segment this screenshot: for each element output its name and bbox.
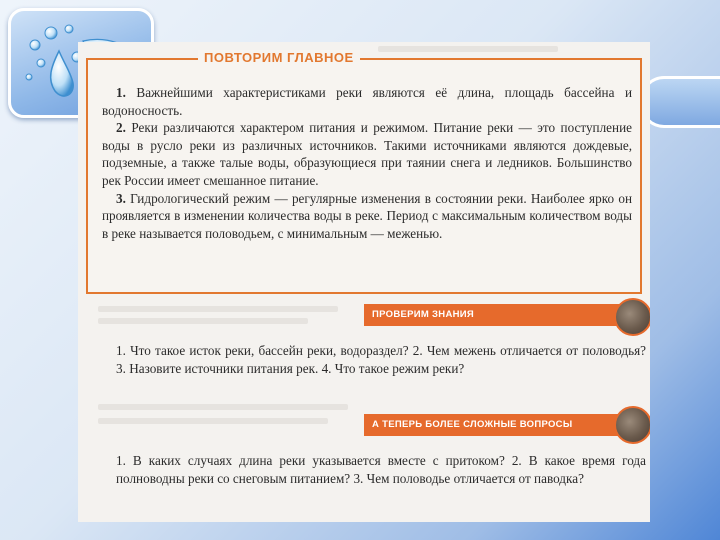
faded-text — [378, 46, 558, 52]
faded-text — [98, 418, 328, 424]
summary-item-1 — [102, 84, 632, 119]
decorative-tab — [640, 76, 720, 128]
item-number: 3. — [116, 190, 126, 206]
harder-questions-banner: А ТЕПЕРЬ БОЛЕЕ СЛОЖНЫЕ ВОПРОСЫ — [364, 414, 634, 436]
faded-text — [98, 404, 348, 410]
harder-questions: 1. В каких случаях длина реки указывается вместе с притоком? 2. В какое время года полноводны реки со снеговым питанием? 3. Чем половодье отличается от паводка? — [116, 453, 646, 486]
summary-item-2 — [102, 119, 632, 189]
summary-box — [86, 50, 642, 294]
item-number: 1. — [116, 85, 126, 100]
check-knowledge-banner: ПРОВЕРИМ ЗНАНИЯ — [364, 304, 634, 326]
item-text: Реки различаются характером питания и режимом. Питание реки — это поступление воды в русло реки из различных источников. Такими источниками являются дождевые, подземные, а также талые воды, образующиеся при таянии снега и ледников. Большинство рек России имеет смешанное питание. — [102, 120, 632, 188]
item-text: Важнейшими характеристиками реки являются её длина, площадь бассейна и водоносность. — [102, 85, 632, 118]
check-questions: 1. Что такое исток реки, бассейн реки, водораздел? 2. Чем межень отличается от половодья? 3. Назовите источники питания рек. 4. Что такое режим реки? — [116, 343, 646, 376]
gears-icon — [614, 406, 650, 444]
item-number: 2. — [116, 120, 126, 136]
item-text: Гидрологический режим — регулярные изменения в состоянии реки. Наиболее ярко он проявляется в изменении количества воды в реке. Период с максимальным количеством воды в реке называется половодьем, с минимальным — меженью. — [102, 190, 632, 241]
textbook-page — [78, 42, 650, 522]
summary-title: ПОВТОРИМ ГЛАВНОЕ — [198, 50, 360, 65]
tools-icon — [614, 298, 650, 336]
faded-text — [98, 318, 308, 324]
faded-text — [98, 306, 338, 312]
summary-item-3 — [102, 190, 632, 243]
